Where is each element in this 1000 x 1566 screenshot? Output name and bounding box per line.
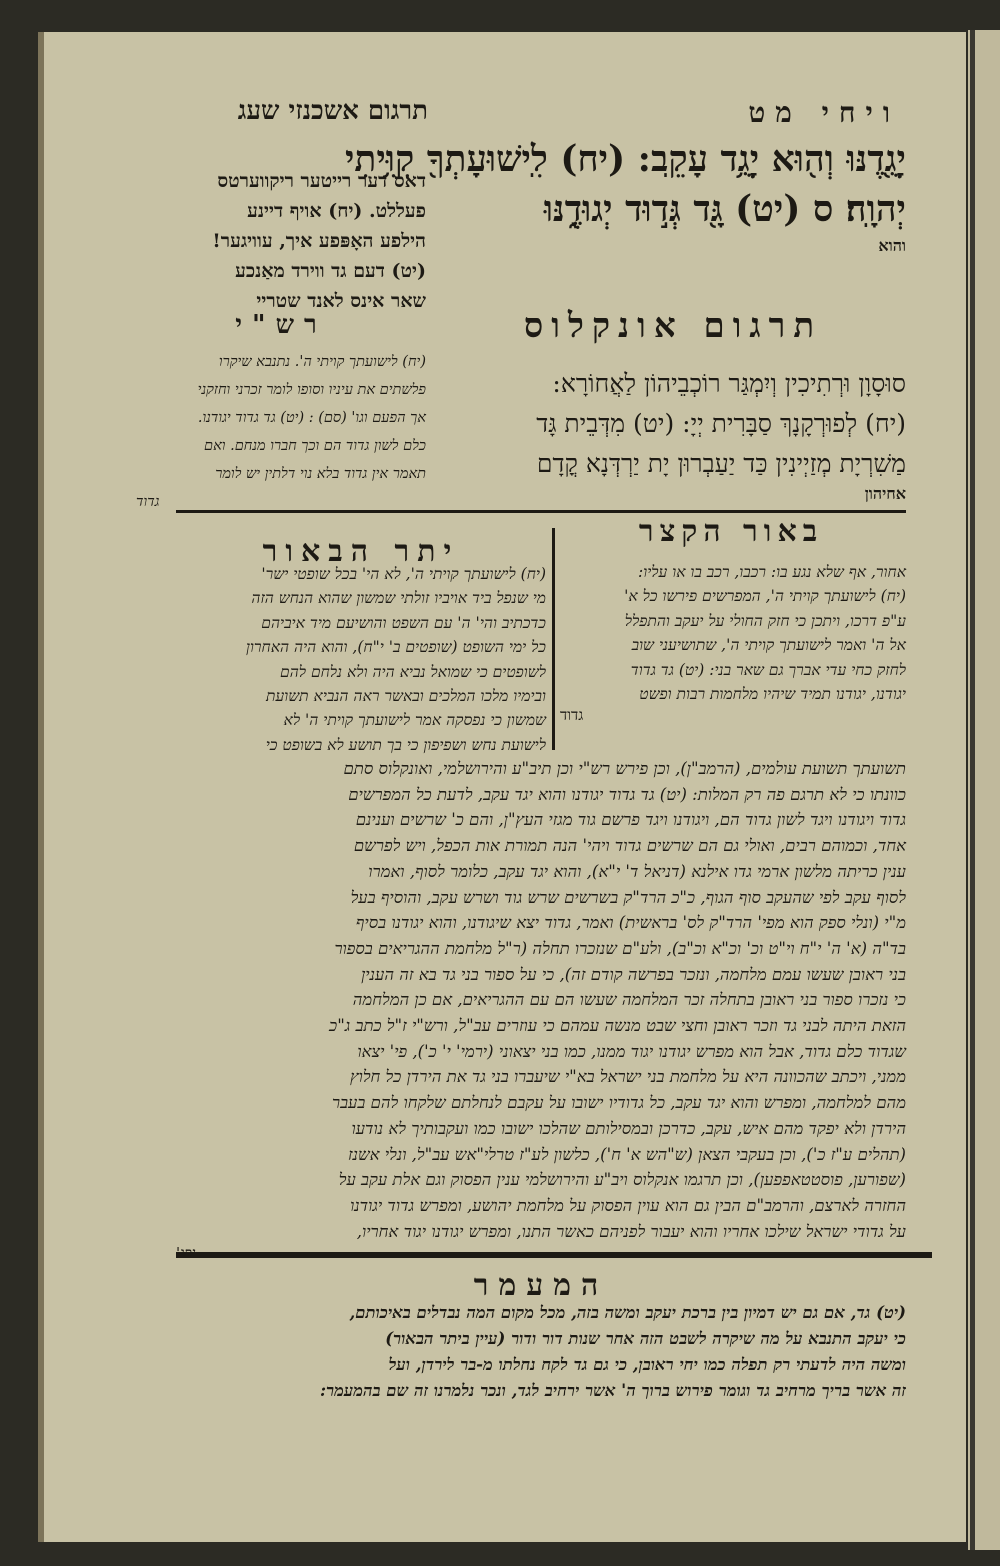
commentary-line: מהם למלחמה, ומפרש והוא יגד עקב, כל גדודיו ישובו על עקבם לנחלתם שלקחו להם בעבר — [331, 1093, 906, 1113]
section-divider — [176, 510, 906, 513]
torah-verse-block — [344, 134, 906, 256]
yeter-line: כדכתיב והי' ה' עם השפט והושיעם מיד איביהם — [261, 613, 546, 632]
yeter-line: שמשון כי נפסקה אמר לישועתך קויתי ה' לא — [283, 711, 546, 730]
yeter-line: כל ימי השופט (שופטים ב' י"ח), והוא היה האחרון — [246, 638, 546, 657]
commentary-line: בד"ה (א' ה' י"ח וי"ט וכ' וכ"א וכ"ב), ולע"ם שנזכרו תחלה (ר"ל מלחמת ההגריאים בספור — [334, 938, 906, 958]
yeter-line: לשופטים כי שמואל נביא היה ולא נלחם להם — [280, 662, 546, 681]
commentary-line: הזאת היתה לבני גד וזכר ראובן וחצי שבט מנשה עמהם כי עוזרים עב"ל, ורש"י ז"ל כתב ג"כ — [329, 1016, 906, 1036]
onkelos-heading: תרגום אונקלוס — [523, 306, 823, 346]
commentary-line: שגדוד כלם גדוד, אבל הוא מפרש יגודנו יגוד ממנו, כמו בני יצאוני (ירמי' י' כ'), פי' יצאו — [357, 1041, 906, 1061]
hamaamar-heading: המעמר — [473, 1268, 609, 1303]
commentary-line: בני ראובן שעשו עמם מלחמה, ונזכר בפרשה קודם זה), כי על ספור בני גד בא זה הענין — [361, 964, 906, 984]
biur-katzar-text — [560, 560, 906, 725]
commentary-line: לסוף עקב לפי שהעקב סוף הגוף, כ"כ הרד"ק בשרשים שרש גוד ושרש עקב, והוסיף בעל — [350, 887, 906, 907]
verse-line: יְהוָֽה׃ ס (יט) גָּ֖ד גְּד֣וּד יְגוּדֶ֑נּוּ — [543, 188, 906, 230]
biur-line: לחזק כחי עדי אברך גם שאר בני: (יט) גד גדוד — [630, 660, 906, 679]
rashi-line: אך הפעם וגו' (סם) : (יט) גד גדוד יגודנו. — [197, 410, 426, 426]
yeter-line: מי שנפל ביד אויביו זולתי שמשון שהוא הנחש הזה — [251, 589, 546, 608]
commentary-line: על גדודי ישראל שילכו אחריו והוא יעבור לפניהם כאשר התנו, ומפרש יגודנו יגוד אחריו, — [356, 1221, 906, 1241]
biur-line: אל ה' ואמר לישועתך קויתי ה', שתושיעני שוב — [631, 636, 906, 655]
rashi-catchword: גדוד — [136, 494, 160, 510]
commentary-line: החזרה לארצם, והרמב"ם הבין גם הוא עוין הפסוק על מלחמת יהושע, ומפרש גדוד יגודנו — [350, 1195, 906, 1215]
onkelos-text — [412, 364, 906, 504]
maamar-line: כי יעקב התנבא על מה שיקרה לשבט הזה אחר שנות דור ודור (עיין ביתר הבאור) — [385, 1329, 906, 1348]
commentary-line: (תהלים ע"ז כ'), וכן בעקבי הצאן (ש"הש א' ח'), כלשון לע"ז טרלי"אש עב"ל, ונלי אשנז — [348, 1144, 906, 1164]
commentary-line: כי נזכרו ספור בני ראובן בתחלה זכר המלחמה שעשו הם עם ההגריאים, אם כן המלחמה — [352, 990, 906, 1010]
onkelos-line: סוּסָוָן וּרְתִיכִין וְיִמְגַּר רוֹכְבֵיהוֹן לַאֲחוֹרָא: — [552, 369, 906, 398]
yeter-habiur-heading: יתר הבאור — [262, 534, 460, 569]
verse-catchword: והוא — [878, 236, 906, 255]
maamar-line: (יט) גד, אם גם יש דמיון בין ברכת יעקב ומשה בזה, מכל מקום המה נבדלים באיכותם, — [349, 1303, 906, 1322]
biur-line: (יח) לישועתך קויתי ה', המפרשים פירשו כל א' — [624, 587, 906, 606]
yeter-habiur-text — [176, 562, 546, 757]
biur-line: יגודנו, יגודנו תמיד שיהיו מלחמות רבות ופשט — [639, 685, 906, 704]
yiddish-line: שאר אינס לאנד שטריי — [256, 290, 426, 312]
yiddish-line: הילפע האָפּפע איך, עוויגער! — [212, 230, 426, 252]
maamar-line: זה אשר בריך מרחיב גד וגומר פירוש ברוך ה' אשר ירחיב לגד, ונכר נלמרנו זה שם בהמעמר: — [319, 1381, 906, 1400]
rashi-line: (יח) לישועתך קויתי ה'. נתנבא שיקרו — [218, 354, 426, 370]
commentary-line: הירדן ולא יפקד מהם איש, עקב, כדרכן ובמסילותם שהלכו ישובו כמו ועקבותיך לא נודעו — [351, 1118, 906, 1138]
rashi-line: תאמר אין גדוד בלא נוי דלתין יש לומר — [215, 466, 426, 482]
commentary-line: (שפורען, פוסטטאפפען), וכן תרגמו אנקלוס ויב"ע והירושלמי ענין הפסוק וגם אלת עקב על — [338, 1170, 906, 1190]
commentary-line: תשועתך תשועת עולמים, (הרמב"ן), וכן פירש רש"י וכן תיב"ע והירושלמי, ואונקלוס סתם — [343, 759, 906, 778]
rashi-heading: רש"י — [235, 310, 327, 340]
onkelos-line: מַשִׁרְיָת מְזַיְינִין כַּד יַעַבְרוּן יָת יַרְדְּנָא קֳדָם — [536, 449, 906, 478]
biur-line: אחור, אף שלא נגע בו: רכבו, רכב בו או עליו: — [638, 563, 906, 581]
onkelos-catchword: אחיהון — [864, 484, 906, 503]
commentary-line: אחד, וכמוהם רבים, ואולי גם הם שרשים גדוד ויהי' הנה תמורת אות הכפל, ויש לפרשם — [353, 836, 906, 856]
yiddish-line: פעללט. (יח) אויף דיינע — [247, 200, 426, 222]
hamaamar-text — [176, 1300, 906, 1404]
biur-line: ע"פ דרכו, ויתכן כי חזק החולי על יעקב והתפלל — [624, 611, 906, 630]
maamar-line: ומשה היה לדעתי רק תפלה כמו יחי ראובן, כי גם גד לקח נחלתו מ-בר לירדן, ועל — [388, 1355, 906, 1374]
commentary-line: ענין כריתה מלשון ארמי גדו אילנא (דניאל ד' י"א), והוא יגד עקב, כלומר לסוף, ואמרו — [368, 861, 906, 881]
rashi-line: כלם לשון גדוד הם וכך חברו מנחם. ואם — [204, 438, 426, 454]
commentary-line: גדוד ויגודנו ויגד לשון גדוד הם, ויגודנו ויגד פרשם גוד מגזי העץ"ן, והם כ' שרשים וענינם — [355, 810, 906, 830]
section-divider — [176, 1252, 932, 1258]
commentary-line: כוונתו כי לא תרגם פה רק המלות: (יט) גד גדוד יגודנו והוא יגד עקב, לדעת כל המפרשים — [348, 784, 906, 804]
commentary-line: מ"י (ונלי ספק הוא מפי' הרד"ק לס' בראשית) ואמר, גדוד יצא שיגודנו, והוא יגודנו בסיף — [355, 913, 906, 933]
rashi-line: פלשתים את עיניו וסופו לומר זכרני וחזקני — [197, 382, 426, 398]
running-header-left: תרגום אשכנזי שעג — [237, 96, 428, 126]
rashi-text — [136, 348, 426, 516]
adjacent-page-edge — [968, 30, 1000, 1550]
yeter-line: ובימיו מלכו המלכים ובאשר ראה הנביא תשועת — [266, 687, 546, 706]
running-header-right: ויחי מט — [748, 96, 900, 129]
yeter-line: (יח) לישועתך קויתי ה', לא הי' בכל שופטי ישר' — [261, 565, 546, 583]
yeter-habiur-continued — [176, 756, 906, 1262]
commentary-line: ממני, ויכתב שהכוונה היא על מלחמת בני ישראל בא"י שיעברו בני גד את הירדן כל חלוץ — [350, 1067, 906, 1087]
yiddish-line: דאס דער רייטער ריקווערטס — [217, 170, 426, 192]
biur-katzar-heading: באור הקצר — [638, 514, 824, 549]
yiddish-line: (יט) דעם גד ווירד מאַנכע — [235, 260, 426, 282]
column-divider — [552, 528, 555, 750]
verse-line: יָגֻ֖דֶנּוּ וְה֖וּא יָגֻ֥ד עָקֵֽב: (יח) לִֽישׁוּעָתְךָ֖ קִוִּ֥יתִי — [344, 138, 906, 180]
yiddish-translation — [136, 166, 426, 316]
onkelos-line: (יח) לְפוּרְקָנָךְ סַבָּרִית יְיָ: (יט) מִדְּבֵית גָּד — [536, 409, 906, 438]
biur-catchword: גדוד — [560, 706, 584, 725]
yeter-line: לישועת נחש ושפיפון כי בך תושע לא בשופט כי — [265, 735, 546, 754]
